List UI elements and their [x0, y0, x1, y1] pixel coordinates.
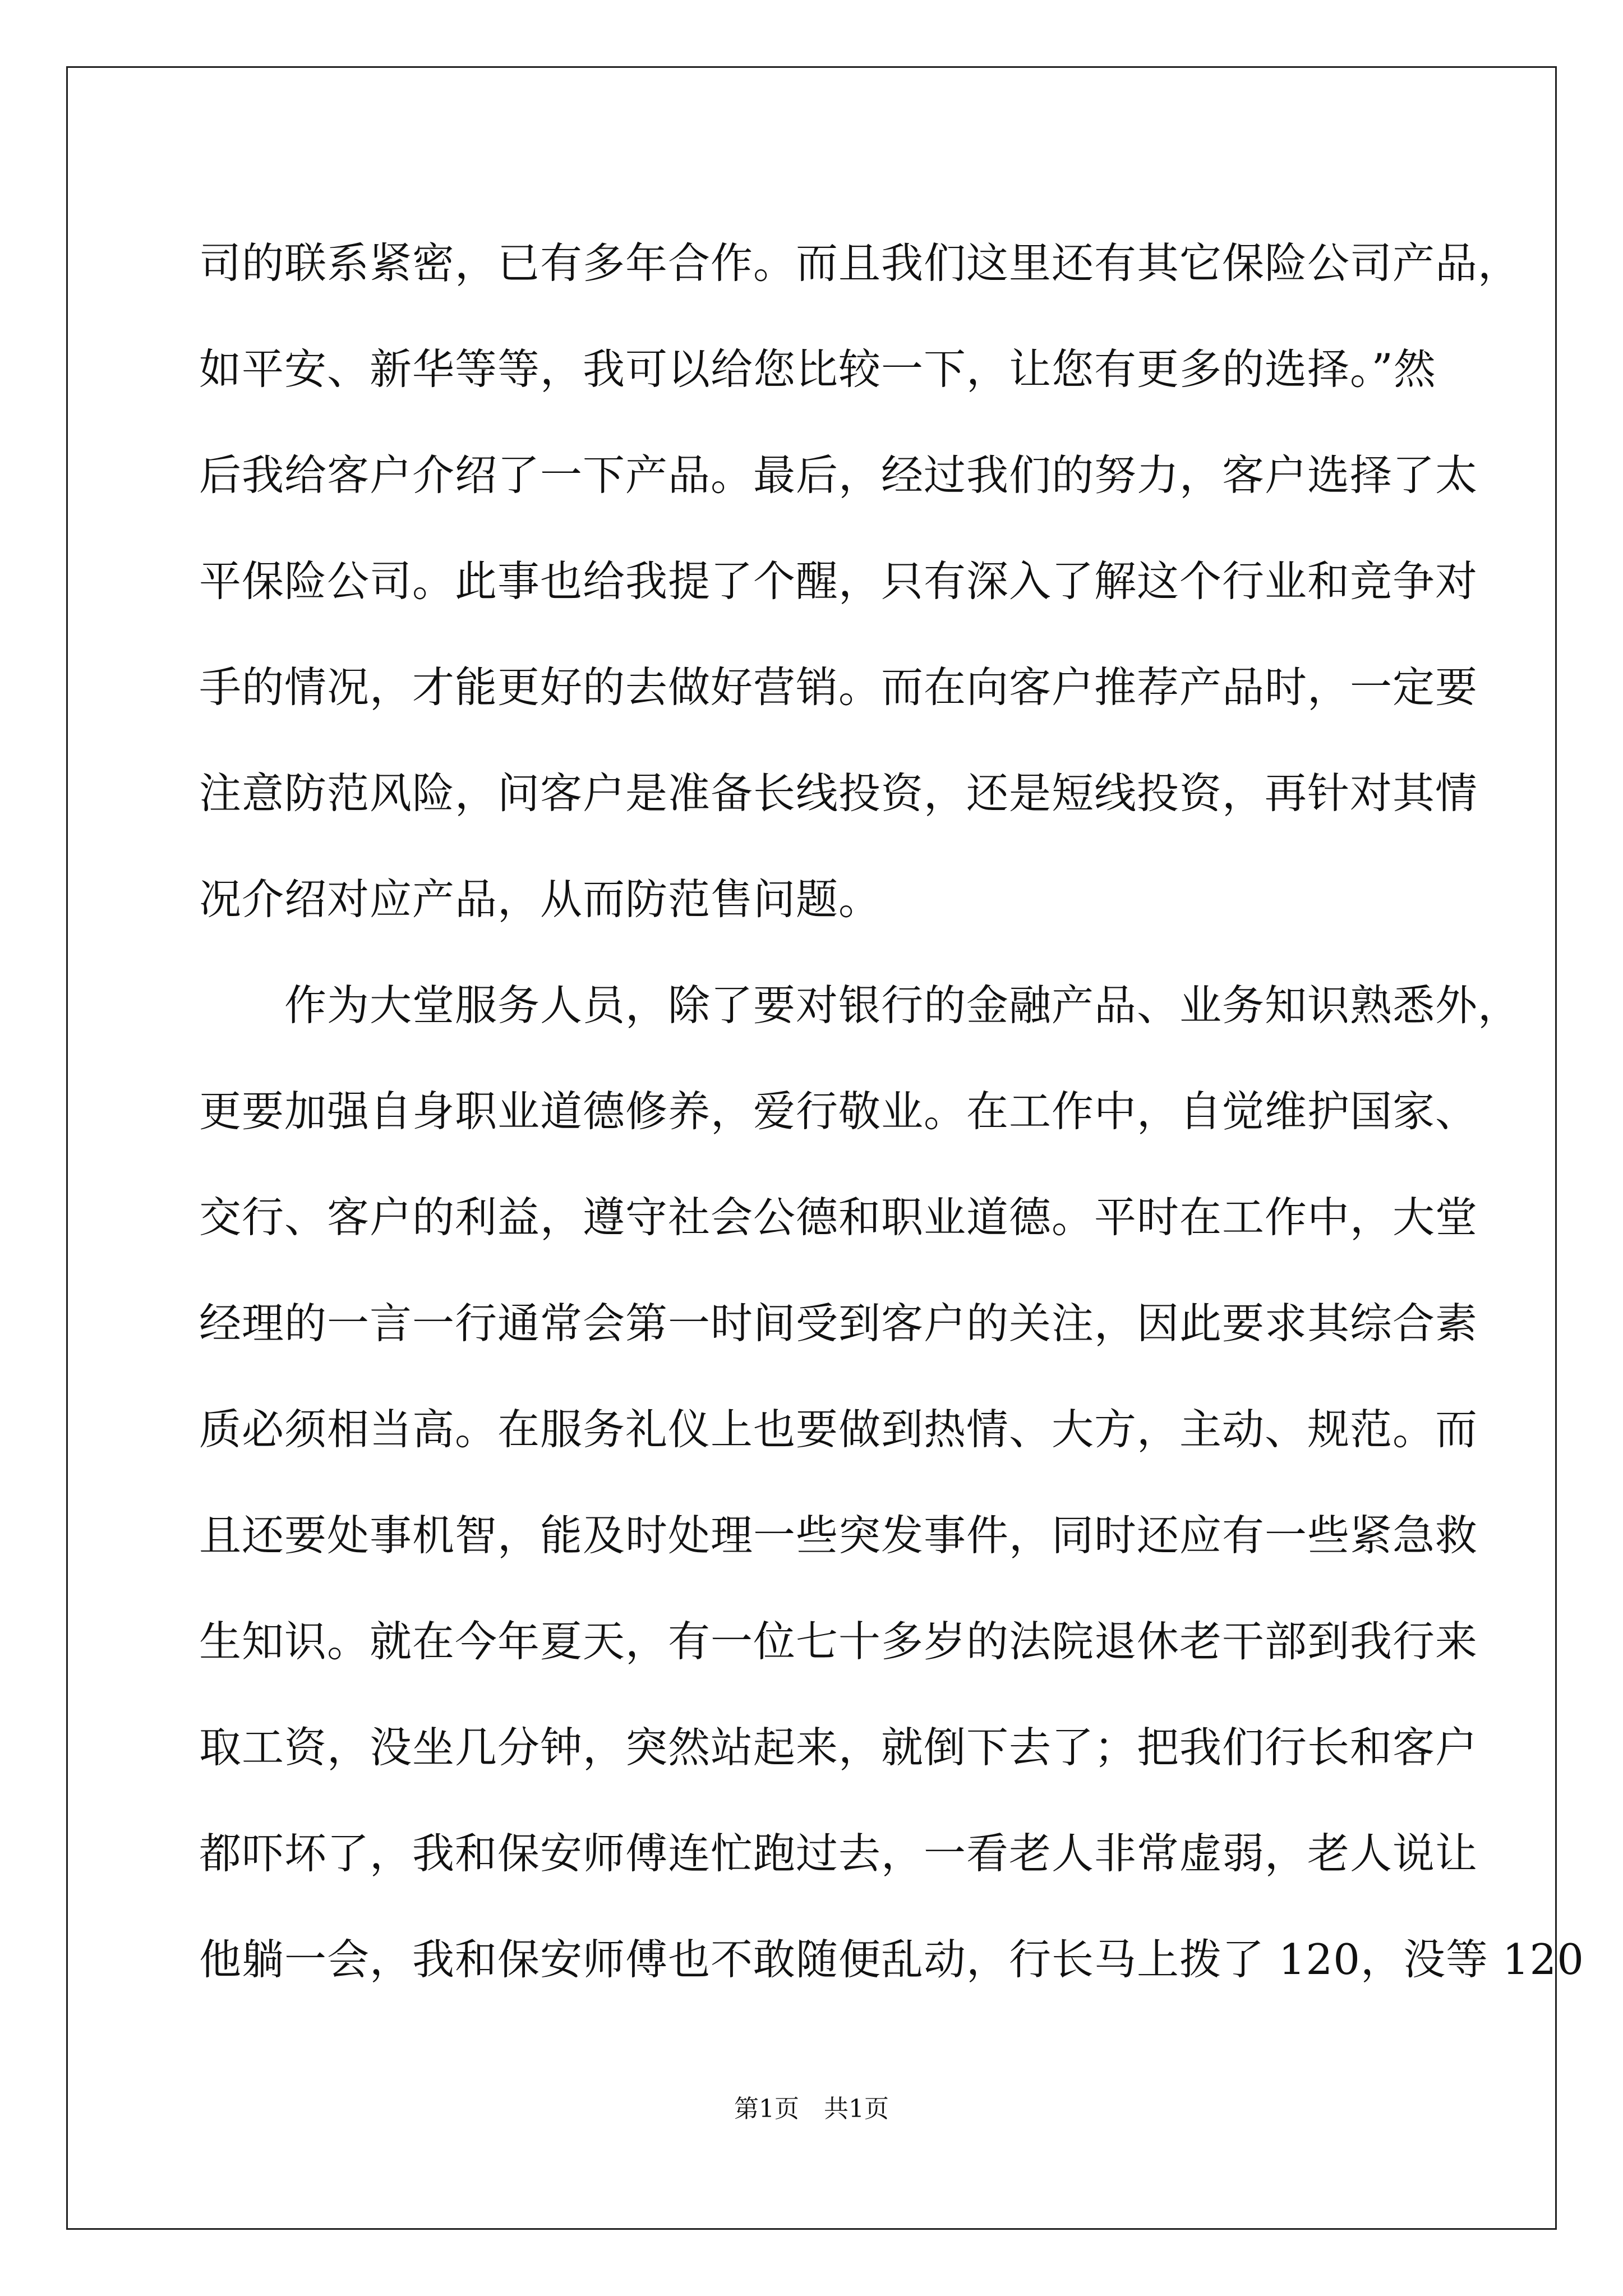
text-line: 平保险公司。此事也给我提了个醒，只有深入了解这个行业和竞争对 [199, 556, 1478, 606]
text-line: 作为大堂服务人员，除了要对银行的金融产品、业务知识熟悉外， [199, 981, 1521, 1030]
text-line: 手的情况，才能更好的去做好营销。而在向客户推荐产品时，一定要 [199, 662, 1478, 712]
text-line: 况介绍对应产品，从而防范售问题。 [199, 875, 882, 924]
text-line: 质必须相当高。在服务礼仪上也要做到热情、大方，主动、规范。而 [199, 1405, 1478, 1454]
text-line: 都吓坏了，我和保安师傅连忙跑过去，一看老人非常虚弱，老人说让 [199, 1829, 1478, 1878]
text-line: 司的联系紧密，已有多年合作。而且我们这里还有其它保险公司产品， [199, 238, 1521, 288]
document-body [199, 210, 1584, 2013]
text-line: 他躺一会，我和保安师傅也不敢随便乱动，行长马上拨了 120，没等 120 [199, 1935, 1584, 1984]
text-line: 如平安、新华等等，我可以给您比较一下，让您有更多的选择。”然 [199, 344, 1436, 394]
text-line: 注意防范风险，问客户是准备长线投资，还是短线投资，再针对其情 [199, 769, 1478, 818]
text-line: 经理的一言一行通常会第一时间受到客户的关注，因此要求其综合素 [199, 1299, 1478, 1348]
text-line: 且还要处事机智，能及时处理一些突发事件，同时还应有一些紧急救 [199, 1511, 1478, 1560]
text-line: 生知识。就在今年夏天，有一位七十多岁的法院退休老干部到我行来 [199, 1617, 1478, 1666]
page-footer [0, 2092, 1623, 2126]
text-line: 取工资，没坐几分钟，突然站起来，就倒下去了；把我们行长和客户 [199, 1723, 1478, 1772]
text-line: 后我给客户介绍了一下产品。最后，经过我们的努力，客户选择了太 [199, 450, 1478, 500]
text-line: 交行、客户的利益，遵守社会公德和职业道德。平时在工作中，大堂 [199, 1193, 1478, 1242]
page-number: 第1页 共1页 [734, 2095, 889, 2123]
text-line: 更要加强自身职业道德修养，爱行敬业。在工作中，自觉维护国家、 [199, 1087, 1478, 1136]
